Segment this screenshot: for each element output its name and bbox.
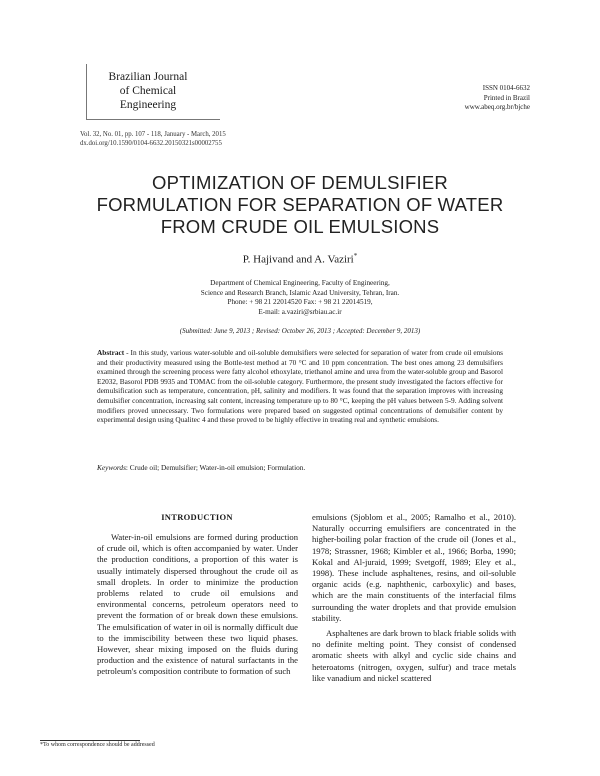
affiliation xyxy=(0,279,600,317)
journal-line-1: Brazilian Journal xyxy=(108,71,188,83)
intro-paragraph-continued: emulsions (Sjoblom et al., 2005; Ramalho et al., 2010). Naturally occurring emulsifiers are concentrated in the higher-boiling polar fraction of the crude oil (Jones et al., 1978; Strassner, 1968; Kimbler et al., 1966; Borba, 1990; Kokal and Al-juraid, 1999; Svetgoff, 1989; Eley et al., 1998). These include asphaltenes, resins, and oil-soluble organic acids (e.g. naphthenic, carboxylic) and bases, which are the main constituents of the interfacial films surrounding the water droplets and that provide emulsion stability. xyxy=(312,512,516,623)
affiliation-email[interactable]: E-mail: a.vaziri@srbiau.ac.ir xyxy=(258,307,342,316)
paper-title xyxy=(60,172,540,238)
keywords-text: : Crude oil; Demulsifier; Water-in-oil emulsion; Formulation. xyxy=(125,463,306,472)
affiliation-line-1: Department of Chemical Engineering, Faculty of Engineering, xyxy=(210,279,390,287)
footnote-rule xyxy=(40,740,140,741)
abstract-text: - In this study, various water-soluble and oil-soluble demulsifiers were selected for separation of water from crude oil emulsions and their productivity measured using the Bottle-test method at 70 °C and 10 ppm concentration. The best ones among 23 demulsifiers examined through the screening process were fatty alcohol ethoxylate, triethanol amine and urea from the water-soluble group and Basorol E2032, Basorol PDB 9935 and TOMAC from the oil-soluble category. Furthermore, the present study investigated the factors effective for demulsification such as temperature, concentration, pH, salinity and modifiers. It was found that the separation improves with increasing demulsifier concentration, increasing salt content, increasing temperature up to 80 °C, keeping the pH values between 5-9. Adding solvent modifiers proved unnecessary. Two formulations were prepared based on suggested optimal concentrations of demulsifier content by experimental design using Qualitec 4 and these proved to be highly effective in treating real and synthetic emulsions. xyxy=(97,348,503,425)
title-line-1: OPTIMIZATION OF DEMULSIFIER xyxy=(152,172,448,193)
corresponding-mark: * xyxy=(353,252,358,260)
doi-line[interactable]: dx.doi.org/10.1590/0104-6632.20150321s00002755 xyxy=(80,140,222,147)
issn-number: ISSN 0104-6632 xyxy=(482,84,530,92)
printed-in: Printed in Brazil xyxy=(483,93,530,102)
intro-paragraph-1: Water-in-oil emulsions are formed during production of crude oil, which is often accompanied by water. Under the production conditions, a proportion of this water is usually intimately dispersed throughout the crude oil as small droplets. In order to minimize the production problems related to crude oil emulsions and environmental concerns, petroleum operators need to prevent the formation of or break down these emulsions. The emulsification of water in oil is normally difficult due to the immiscibility between these two liquid phases. However, shear mixing imposed on the fluids during production and the existence of natural surfactants in the petroleum's composition contribute to formation of such xyxy=(97,532,298,677)
footnote: *To whom correspondence should be addressed xyxy=(40,742,155,748)
abstract xyxy=(97,348,503,425)
volume-info xyxy=(80,130,226,148)
keywords-label: Keywords xyxy=(97,463,126,472)
author-names: P. Hajivand and A. Vaziri xyxy=(242,253,354,266)
journal-frame-left xyxy=(86,64,87,120)
abstract-label: Abstract xyxy=(97,348,125,357)
introduction-heading: INTRODUCTION xyxy=(161,512,233,522)
submission-dates: (Submitted: June 9, 2013 ; Revised: October 26, 2013 ; Accepted: December 9, 2013) xyxy=(179,327,421,335)
body-column-left xyxy=(97,532,298,678)
journal-name xyxy=(92,70,204,112)
journal-frame-bottom xyxy=(86,119,220,120)
journal-line-3: Engineering xyxy=(119,99,177,111)
title-line-2: FORMULATION FOR SEPARATION OF WATER xyxy=(96,194,504,215)
issn-block xyxy=(465,84,530,113)
journal-line-2: of Chemical xyxy=(119,85,177,97)
volume-line: Vol. 32, No. 01, pp. 107 - 118, January - March, 2015 xyxy=(80,131,226,138)
title-line-3: FROM CRUDE OIL EMULSIONS xyxy=(160,216,440,237)
affiliation-line-3: Phone: + 98 21 22014520 Fax: + 98 21 22014519, xyxy=(227,298,373,307)
affiliation-line-2: Science and Research Branch, Islamic Azad University, Tehran, Iran. xyxy=(200,288,400,297)
body-column-right xyxy=(312,512,516,684)
intro-paragraph-2: Asphaltenes are dark brown to black friable solids with no definite melting point. They consist of condensed aromatic sheets with alkyl and cyclic side chains and heteroatoms (nitrogen, oxygen, sulfur) and trace metals like vanadium and nickel scattered xyxy=(312,628,516,683)
authors xyxy=(0,252,600,266)
journal-url[interactable]: www.abeq.org.br/bjche xyxy=(464,103,530,111)
keywords xyxy=(97,463,503,473)
